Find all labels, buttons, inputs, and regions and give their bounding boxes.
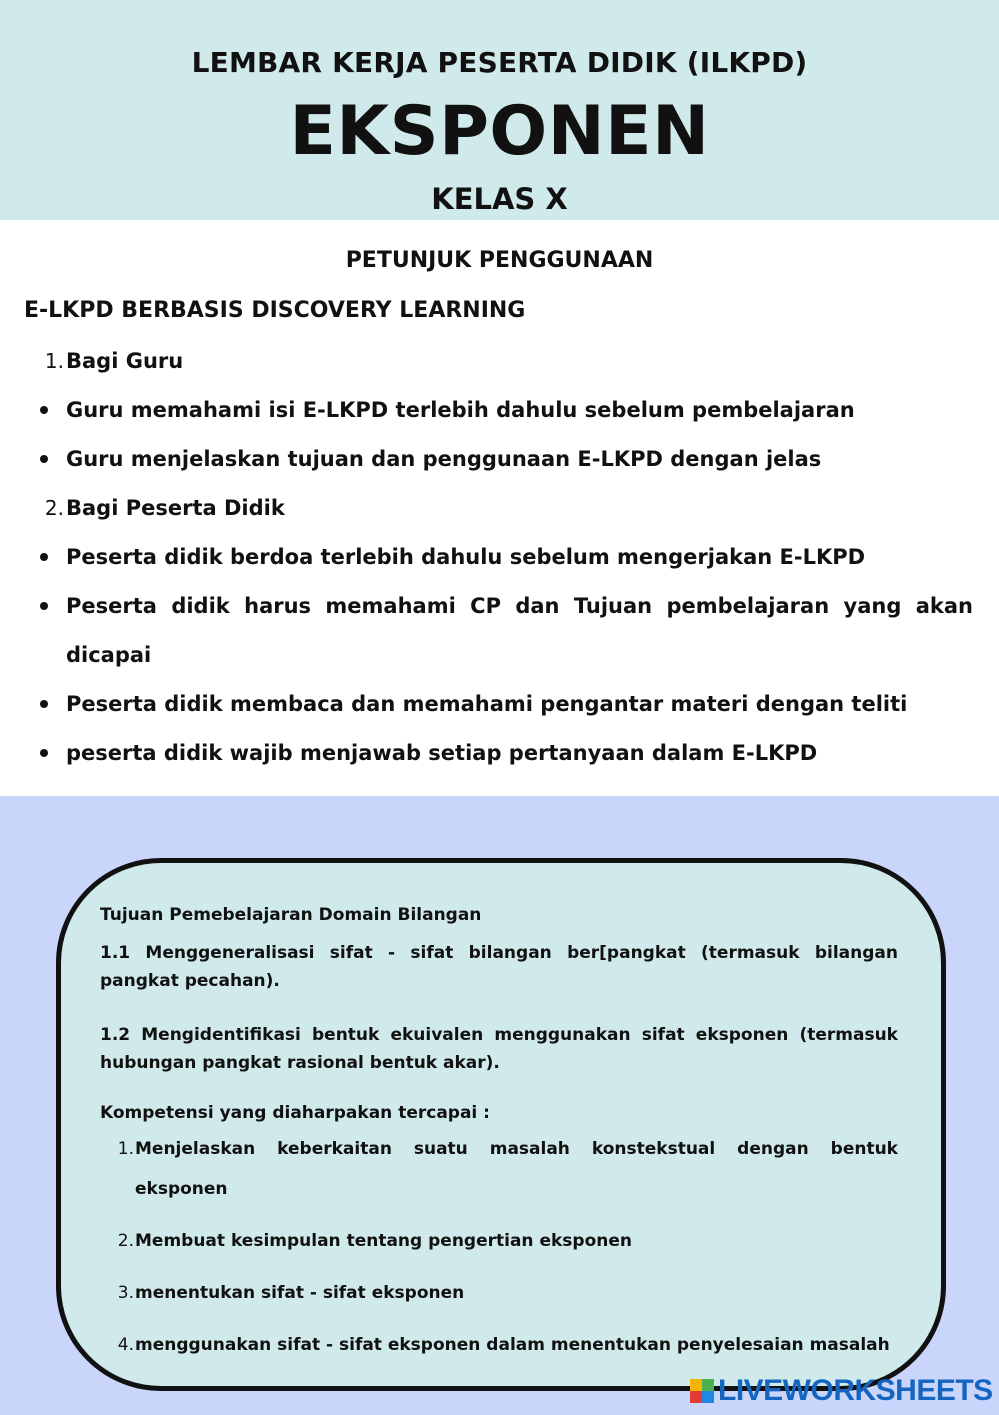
list-item-text: Guru memahami isi E-LKPD terlebih dahulu sebelum pembelajaran: [66, 398, 855, 422]
list-item-text: peserta didik wajib menjawab setiap pertanyaan dalam E-LKPD: [66, 741, 818, 765]
objectives-title: Tujuan Pemebelajaran Domain Bilangan: [100, 905, 482, 925]
group-label-siswa: Bagi Peserta Didik: [66, 496, 285, 520]
logo-tile: [690, 1391, 702, 1403]
bullet-icon: [40, 700, 48, 708]
competency-item: [100, 1227, 898, 1267]
bullet-icon: [40, 749, 48, 757]
list-item-text: Peserta didik harus memahami CP dan Tujuan pembelajaran yang akan dicapai: [66, 594, 973, 667]
list-item-text: Peserta didik berdoa terlebih dahulu sebelum mengerjakan E-LKPD: [66, 545, 866, 569]
list-item-text: Peserta didik membaca dan memahami pengantar materi dengan teliti: [66, 692, 908, 716]
liveworksheets-brand[interactable]: [690, 1375, 993, 1407]
competency-text: Menjelaskan keberkaitan suatu masalah konstekstual dengan bentuk eksponen: [135, 1139, 898, 1199]
list-item-text: Guru menjelaskan tujuan dan penggunaan E-LKPD dengan jelas: [66, 447, 822, 471]
objectives-card: [56, 858, 946, 1391]
worksheet-subtitle: LEMBAR KERJA PESERTA DIDIK (ILKPD): [191, 46, 808, 79]
class-label: KELAS X: [431, 182, 568, 216]
instructions-subheading: E-LKPD BERBASIS DISCOVERY LEARNING: [24, 298, 526, 323]
group-label-guru: Bagi Guru: [66, 349, 184, 373]
competency-item: [100, 1279, 898, 1319]
list-item: [0, 394, 999, 443]
list-item: [0, 443, 999, 492]
instructions-heading: PETUNJUK PENGGUNAAN: [345, 248, 654, 273]
list-item: [0, 590, 999, 688]
list-item: [0, 492, 999, 541]
competency-text: menentukan sifat - sifat eksponen: [135, 1283, 465, 1303]
competency-title: Kompetensi yang diaharpakan tercapai :: [100, 1103, 490, 1123]
list-number: 2.: [44, 496, 64, 520]
list-number: 1.: [44, 349, 64, 373]
logo-tile: [702, 1379, 714, 1391]
competency-text: menggunakan sifat - sifat eksponen dalam menentukan penyelesaian masalah: [135, 1335, 890, 1355]
bullet-icon: [40, 602, 48, 610]
worksheet-title: EKSPONEN: [289, 92, 710, 171]
competency-number: 4.: [117, 1335, 134, 1355]
bullet-icon: [40, 406, 48, 414]
logo-tile: [702, 1391, 714, 1403]
objective-item: 1.1 Menggeneralisasi sifat - sifat bilangan ber[pangkat (termasuk bilangan pangkat pecahan).: [100, 943, 898, 991]
logo-tile: [690, 1379, 702, 1391]
competency-number: 2.: [117, 1231, 134, 1251]
brand-name: LIVEWORKSHEETS: [718, 1374, 993, 1407]
competency-list: [100, 1135, 898, 1371]
objective-item: 1.2 Mengidentifikasi bentuk ekuivalen menggunakan sifat eksponen (termasuk hubungan pangkat rasional bentuk akar).: [100, 1025, 898, 1073]
competency-number: 3.: [117, 1283, 134, 1303]
competency-item: [100, 1331, 898, 1371]
objectives-section: [0, 796, 999, 1415]
bullet-icon: [40, 553, 48, 561]
list-item: [0, 737, 999, 786]
list-item: [0, 688, 999, 737]
list-item: [0, 345, 999, 394]
bullet-icon: [40, 455, 48, 463]
instructions-section: [0, 220, 999, 796]
competency-number: 1.: [117, 1139, 134, 1159]
instructions-list: [0, 345, 999, 786]
competency-item: [100, 1135, 898, 1215]
competency-text: Membuat kesimpulan tentang pengertian eksponen: [135, 1231, 632, 1251]
header-banner: [0, 0, 999, 220]
liveworksheets-logo-icon: [690, 1379, 714, 1403]
